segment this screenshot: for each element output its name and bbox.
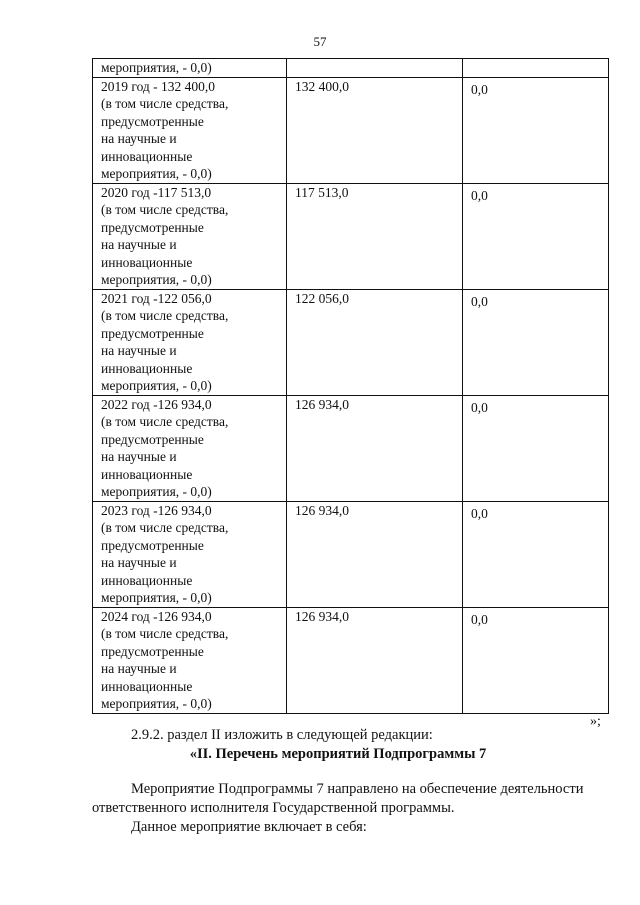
cell-value: 117 513,0 [295, 184, 349, 200]
cell-text-line: (в том числе средства, [101, 202, 229, 217]
cell-extra-value: 0,0 [471, 399, 488, 415]
cell-text-line: 2021 год -122 056,0 [101, 290, 212, 306]
cell-extra-value: 0,0 [471, 505, 488, 521]
cell-text-line: на научные и [101, 237, 177, 252]
cell-value: 126 934,0 [295, 502, 349, 518]
cell-value: 126 934,0 [295, 396, 349, 412]
cell-text-line: 2019 год - 132 400,0 [101, 78, 216, 94]
cell-value: 132 400,0 [295, 78, 349, 94]
table-cell-value [287, 183, 463, 289]
cell-text-line: инновационные [101, 678, 193, 694]
table-cell-description [93, 289, 287, 395]
cell-text-line: 2023 год -126 934,0 [101, 502, 212, 518]
cell-extra-value: 0,0 [471, 81, 488, 97]
cell-text-line: (в том числе средства, [101, 414, 229, 429]
cell-text-line: инновационные [101, 148, 193, 164]
cell-text-line: на научные и [101, 449, 177, 464]
cell-text-line: мероприятия, - 0,0) [101, 696, 212, 711]
cell-text-line: мероприятия, - 0,0) [101, 378, 212, 393]
table-cell-extra [463, 607, 609, 713]
table-cell-extra [463, 395, 609, 501]
cell-text-line: на научные и [101, 661, 177, 676]
cell-extra-value: 0,0 [471, 187, 488, 203]
table-cell-extra [463, 289, 609, 395]
paragraph-line: Данное мероприятие включает в себя: [131, 819, 367, 835]
table-cell-description [93, 59, 287, 78]
table-cell-value [287, 395, 463, 501]
table-cell-description [93, 77, 287, 183]
table-cell-value [287, 289, 463, 395]
cell-text-line: инновационные [101, 360, 193, 376]
table-row-2021 [93, 289, 609, 395]
table-cell-value [287, 77, 463, 183]
cell-text-line: мероприятия, - 0,0) [101, 272, 212, 287]
table-cell-value [287, 607, 463, 713]
table-row-continuation [93, 59, 609, 78]
cell-extra-value: 0,0 [471, 611, 488, 627]
cell-text-line: предусмотренные [101, 325, 204, 341]
table-row-2024 [93, 607, 609, 713]
cell-text-line: мероприятия, - 0,0) [101, 590, 212, 605]
cell-text-line: (в том числе средства, [101, 626, 229, 641]
cell-text-line: 2020 год -117 513,0 [101, 184, 212, 200]
amendment-item: 2.9.2. раздел II изложить в следующей редакции: [131, 727, 433, 743]
table-cell-description [93, 607, 287, 713]
table-row-2020 [93, 183, 609, 289]
cell-text-line: инновационные [101, 572, 193, 588]
cell-text-line: на научные и [101, 343, 177, 358]
cell-text-line: 2024 год -126 934,0 [101, 608, 212, 624]
paragraph-line: ответственного исполнителя Государственной программы. [92, 800, 455, 816]
table-row-2023 [93, 501, 609, 607]
closing-quote-mark: »; [590, 714, 601, 729]
table-cell-value [287, 501, 463, 607]
cell-text-line: предусмотренные [101, 643, 204, 659]
table-cell-description [93, 501, 287, 607]
table-cell-extra [463, 501, 609, 607]
cell-text-line: предусмотренные [101, 537, 204, 553]
cell-text-line: 2022 год -126 934,0 [101, 396, 212, 412]
cell-text-line: мероприятия, - 0,0) [101, 484, 212, 499]
table-row-2019 [93, 77, 609, 183]
cell-text-line: на научные и [101, 555, 177, 570]
cell-extra-value: 0,0 [471, 293, 488, 309]
table-cell-extra [463, 183, 609, 289]
funding-table [92, 58, 609, 714]
table-row-2022 [93, 395, 609, 501]
table-cell-description [93, 183, 287, 289]
table-cell-description [93, 395, 287, 501]
table-cell-value [287, 59, 463, 78]
cell-text-line: (в том числе средства, [101, 520, 229, 535]
section-heading: «II. Перечень мероприятий Подпрограммы 7 [189, 746, 487, 762]
cell-text-line: (в том числе средства, [101, 96, 229, 111]
cell-text-line: мероприятия, - 0,0) [101, 166, 212, 181]
cell-value: 122 056,0 [295, 290, 349, 306]
cell-text-line: предусмотренные [101, 431, 204, 447]
table-cell-extra [463, 59, 609, 78]
table-cell-extra [463, 77, 609, 183]
page-number: 57 [313, 34, 327, 49]
cell-text-line: предусмотренные [101, 113, 204, 129]
cell-text-line: на научные и [101, 131, 177, 146]
cell-text-line: инновационные [101, 466, 193, 482]
cell-text-line: (в том числе средства, [101, 308, 229, 323]
cell-value: 126 934,0 [295, 608, 349, 624]
cell-text-line: мероприятия, - 0,0) [101, 60, 212, 75]
cell-text-line: предусмотренные [101, 219, 204, 235]
paragraph-line: Мероприятие Подпрограммы 7 направлено на обеспечение деятельности [131, 781, 584, 797]
cell-text-line: инновационные [101, 254, 193, 270]
